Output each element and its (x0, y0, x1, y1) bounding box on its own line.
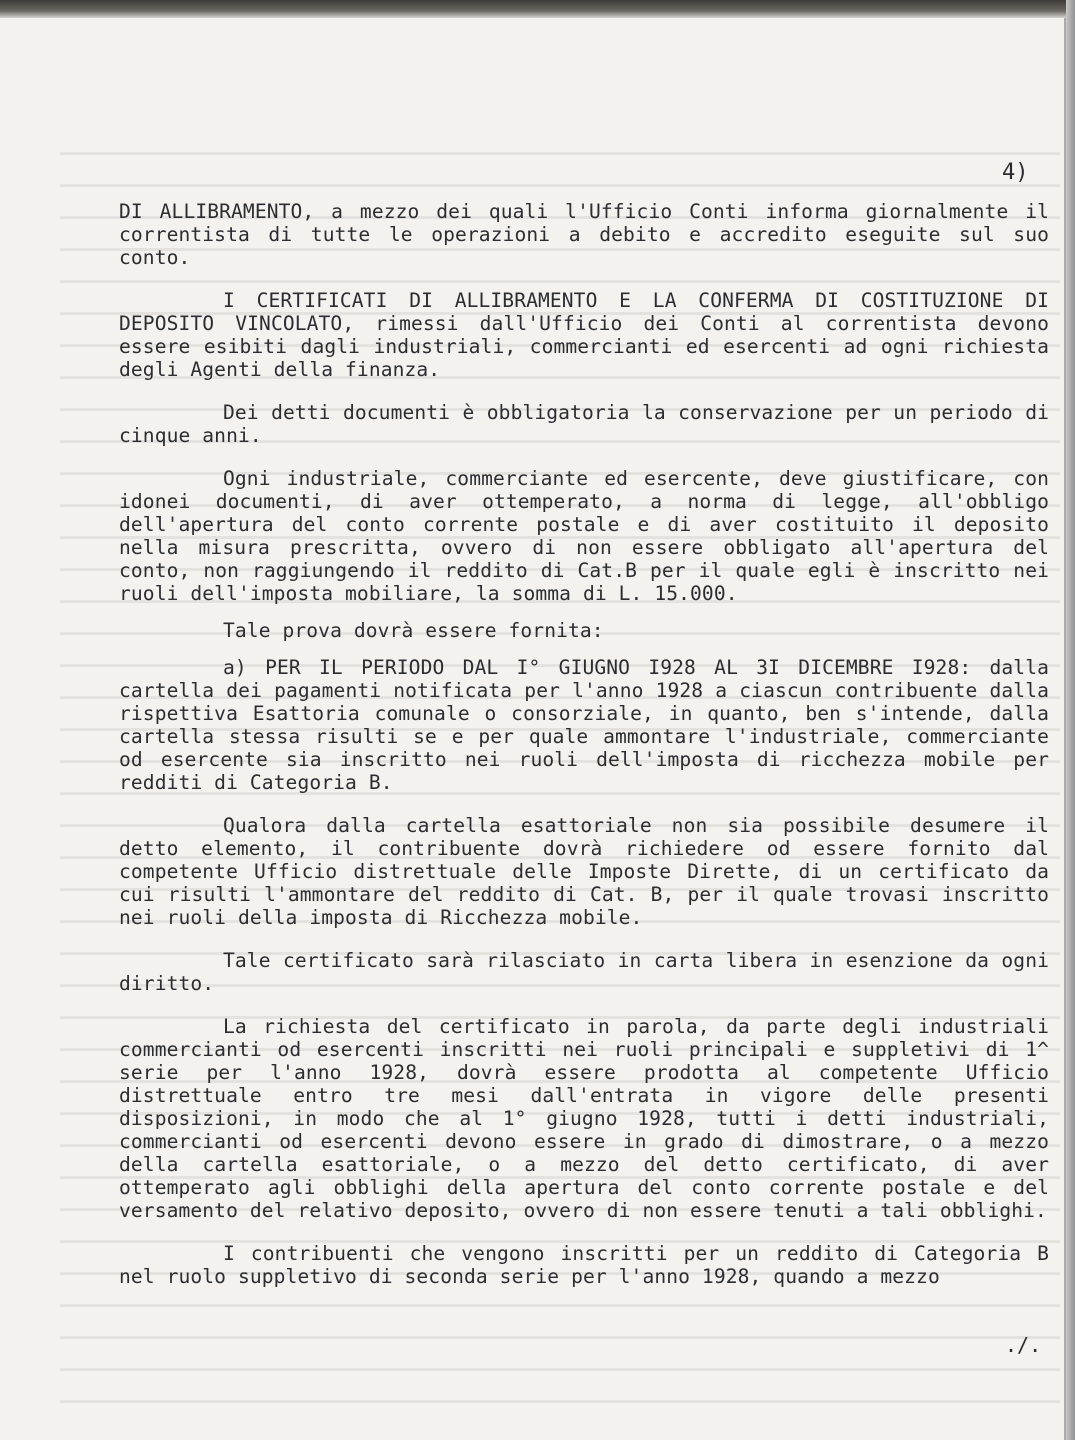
paragraph: a) PER IL PERIODO DAL I° GIUGNO I928 AL 3I DICEMBRE I928: dalla cartella dei pagamenti notificata per l'anno 1928 a ciascun contribuente dalla rispettiva Esattoria comunale o consorziale, in quanto, ben s'intende, dalla cartella stessa risulti se e per quale ammontare l'industriale, commerciante od esercente sia inscritto nei ruoli dell'imposta di ricchezza mobile per redditi di Categoria B. (119, 656, 1049, 794)
paragraph: Tale prova dovrà essere fornita: (223, 619, 604, 642)
paragraph: DI ALLIBRAMENTO, a mezzo dei quali l'Ufficio Conti informa giornalmente il correntista di tutte le operazioni a debito e accredito eseguite sul suo conto. (119, 200, 1049, 269)
paragraph: Tale certificato sarà rilasciato in carta libera in esenzione da ogni diritto. (119, 949, 1049, 995)
paragraph: Qualora dalla cartella esattoriale non sia possibile desumere il detto elemento, il contribuente dovrà richiedere od essere fornito dal competente Ufficio distrettuale delle Imposte Dirette, di un certificato da cui risulti l'ammontare del reddito di Cat. B, per il quale trovasi inscritto nei ruoli della imposta di Ricchezza mobile. (119, 814, 1049, 929)
paragraph: I CERTIFICATI DI ALLIBRAMENTO E LA CONFERMA DI COSTITUZIONE DI DEPOSITO VINCOLATO, rimessi dall'Ufficio dei Conti al correntista devono essere esibiti dagli industriali, commercianti ed esercenti ad ogni richiesta degli Agenti della finanza. (119, 289, 1049, 381)
paragraph: Dei detti documenti è obbligatoria la conservazione per un periodo di cinque anni. (119, 401, 1049, 447)
page-number: 4) (1002, 160, 1029, 185)
paragraph: La richiesta del certificato in parola, da parte degli industriali commercianti od esercenti inscritti nei ruoli principali e suppletivi di 1^ serie per l'anno 1928, dovrà essere prodotta al competente Ufficio distrettuale entro tre mesi dall'entrata in vigore delle presenti disposizioni, in modo che al 1° giugno 1928, tutti i detti industriali, commercianti od esercenti devono essere in grado di dimostrare, o a mezzo della cartella esattoriale, o a mezzo del detto certificato, di aver ottemperato agli obblighi della apertura del conto corrente postale e del versamento del relativo deposito, ovvero di non essere tenuti a tali obblighi. (119, 1015, 1049, 1222)
continuation-mark: ./. (1005, 1333, 1042, 1357)
paragraph: I contribuenti che vengono inscritti per un reddito di Categoria B nel ruolo suppletivo di seconda serie per l'anno 1928, quando a mezzo (119, 1242, 1049, 1288)
document-body (119, 200, 1049, 1308)
paragraph: Ogni industriale, commerciante ed esercente, deve giustificare, con idonei documenti, di aver ottemperato, a norma di legge, all'obbligo dell'apertura del conto corrente postale e di aver costituito il deposito nella misura prescritta, ovvero di non essere obbligato all'apertura del conto, non raggiungendo il reddito di Cat.B per il quale egli è inscritto nei ruoli dell'imposta mobiliare, la somma di L. 15.000. (119, 467, 1049, 605)
page-right-edge (1066, 0, 1075, 1440)
page-top-edge (0, 0, 1075, 18)
